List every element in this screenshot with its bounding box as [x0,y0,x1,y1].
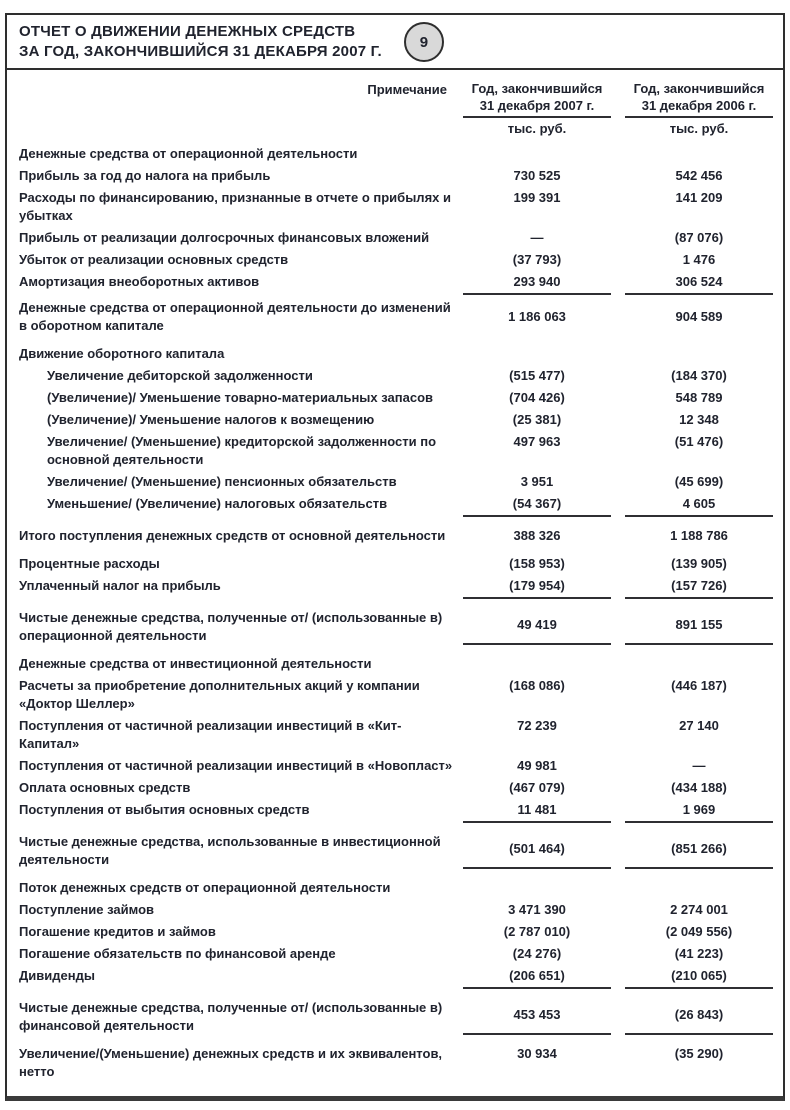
value-2007: 72 239 [517,718,557,733]
value-2006: 141 209 [675,190,723,205]
section-header-row [19,345,773,363]
page-title [19,22,382,62]
note-column-header: Примечание [367,82,447,97]
section-header-row [19,145,773,163]
section-label: Движение оборотного капитала [19,346,225,361]
column-header-2006-dates: Год, закончившийся 31 декабря 2006 г. [625,80,773,118]
table-row [19,251,773,269]
row-label: Уплаченный налог на прибыль [19,578,221,593]
table-row [19,555,773,573]
value-2007: (25 381) [512,412,562,427]
row-label: Расходы по финансированию, признанные в отчете о прибылях и убытках [19,190,451,223]
table-row [19,801,773,823]
table-row [19,229,773,247]
table-row [19,779,773,797]
section-header-row [19,879,773,897]
row-label: Увеличение дебиторской задолженности [47,368,313,383]
value-2007: (24 276) [512,946,562,961]
value-2007: 49 419 [463,609,611,645]
value-2006: (45 699) [674,474,724,489]
row-label: Поступления от частичной реализации инвестиций в «Новопласт» [19,758,453,773]
table-header [7,70,783,139]
value-2006: (26 843) [625,999,773,1035]
value-2007: 730 525 [513,168,561,183]
table-row [19,577,773,599]
table-row [19,717,773,753]
table-row [19,167,773,185]
statement-page [5,13,785,1101]
table-row [19,367,773,385]
value-2006: 2 274 001 [670,902,728,917]
value-2006: (851 266) [625,833,773,869]
value-2006: (41 223) [674,946,724,961]
value-2007: 497 963 [513,434,561,449]
value-2006: 4 605 [625,495,773,517]
row-label: Прибыль за год до налога на прибыль [19,168,271,183]
value-2007: 388 326 [513,528,561,543]
value-2007: 293 940 [463,273,611,295]
row-label: Уменьшение/ (Увеличение) налоговых обязательств [47,496,388,511]
row-label: Поступления от частичной реализации инвестиций в «Кит-Капитал» [19,718,402,751]
table-row [19,411,773,429]
row-label: Убыток от реализации основных средств [19,252,289,267]
value-2006: (2 049 556) [665,924,733,939]
row-label: (Увеличение)/ Уменьшение налогов к возмещению [47,412,375,427]
row-label: Погашение кредитов и займов [19,924,216,939]
value-2006: 1 969 [625,801,773,823]
value-2007: 1 186 063 [508,309,566,324]
row-label: Увеличение/(Уменьшение) денежных средств и их эквивалентов, нетто [19,1046,443,1079]
table-row [19,677,773,713]
note-number-badge: 9 [404,22,444,62]
section-header-row [19,655,773,673]
table-row [19,945,773,963]
row-label: Чистые денежные средства, использованные в инвестиционной деятельности [19,834,441,867]
value-2007: 49 981 [517,758,557,773]
page-title-line2: ЗА ГОД, ЗАКОНЧИВШИЙСЯ 31 ДЕКАБРЯ 2007 Г. [19,43,382,60]
value-2007: — [530,230,544,245]
column-header-2007 [463,80,611,137]
value-2007: (467 079) [509,780,565,795]
value-2007: 3 951 [520,474,554,489]
value-2006: 12 348 [679,412,719,427]
column-header-2007-unit: тыс. руб. [507,121,567,136]
table-row [19,833,773,869]
table-row [19,433,773,469]
table-row [19,299,773,335]
value-2007: (158 953) [509,556,565,571]
row-label: Погашение обязательств по финансовой аренде [19,946,336,961]
table-row [19,999,773,1035]
value-2007: 199 391 [513,190,561,205]
table-row [19,527,773,545]
table-row [19,389,773,407]
value-2007: (54 367) [463,495,611,517]
table-row [19,609,773,645]
row-label: Прибыль от реализации долгосрочных финансовых вложений [19,230,430,245]
value-2007: (206 651) [463,967,611,989]
table-row [19,273,773,295]
row-label: Дивиденды [19,968,95,983]
section-label: Денежные средства от инвестиционной деятельности [19,656,372,671]
row-label: Увеличение/ (Уменьшение) кредиторской задолженности по основной деятельности [47,434,437,467]
row-label: Поступления от выбытия основных средств [19,802,310,817]
row-label: Итого поступления денежных средств от основной деятельности [19,528,446,543]
table-row [19,923,773,941]
value-2006: (210 065) [625,967,773,989]
column-header-2006 [625,80,773,137]
value-2007: (515 477) [509,368,565,383]
value-2006: (51 476) [674,434,724,449]
row-label: (Увеличение)/ Уменьшение товарно-материальных запасов [47,390,434,405]
value-2006: (446 187) [671,678,727,693]
value-2006: (157 726) [625,577,773,599]
table-row [19,901,773,919]
value-2006: 891 155 [625,609,773,645]
value-2007: (168 086) [509,678,565,693]
table-row [19,967,773,989]
value-2006: 306 524 [625,273,773,295]
column-header-2007-dates: Год, закончившийся 31 декабря 2007 г. [463,80,611,118]
table-row [19,757,773,775]
value-2006: — [692,758,706,773]
value-2007: 30 934 [517,1046,557,1061]
value-2007: (501 464) [463,833,611,869]
section-label: Поток денежных средств от операционной деятельности [19,880,391,895]
title-band [7,15,783,70]
value-2006: 548 789 [675,390,723,405]
value-2007: (37 793) [512,252,562,267]
row-label: Чистые денежные средства, полученные от/ (использованные в) операционной деятельности [19,610,443,643]
value-2006: 542 456 [675,168,723,183]
table-row [19,189,773,225]
value-2006: (139 905) [671,556,727,571]
table-row [19,495,773,517]
value-2007: 3 471 390 [508,902,566,917]
value-2007: 453 453 [463,999,611,1035]
row-label: Амортизация внеоборотных активов [19,274,260,289]
value-2006: 1 476 [682,252,716,267]
value-2007: (179 954) [463,577,611,599]
row-label: Увеличение/ (Уменьшение) пенсионных обязательств [47,474,397,489]
value-2007: (704 426) [509,390,565,405]
page-title-line1: ОТЧЕТ О ДВИЖЕНИИ ДЕНЕЖНЫХ СРЕДСТВ [19,23,356,40]
value-2006: (35 290) [674,1046,724,1061]
table-row [19,1045,773,1081]
value-2006: 904 589 [675,309,723,324]
value-2006: 1 188 786 [670,528,728,543]
section-label: Денежные средства от операционной деятельности [19,146,358,161]
row-label: Поступление займов [19,902,155,917]
row-label: Оплата основных средств [19,780,191,795]
value-2006: 27 140 [679,718,719,733]
row-label: Денежные средства от операционной деятельности до изменений в оборотном капитале [19,300,451,333]
column-header-2006-unit: тыс. руб. [669,121,729,136]
table-row [19,473,773,491]
table-body [7,139,783,1081]
value-2006: (434 188) [671,780,727,795]
value-2006: (184 370) [671,368,727,383]
value-2007: (2 787 010) [503,924,571,939]
row-label: Процентные расходы [19,556,160,571]
value-2006: (87 076) [674,230,724,245]
row-label: Чистые денежные средства, полученные от/ (использованные в) финансовой деятельности [19,1000,443,1033]
value-2007: 11 481 [463,801,611,823]
row-label: Расчеты за приобретение дополнительных акций у компании «Доктор Шеллер» [19,678,420,711]
